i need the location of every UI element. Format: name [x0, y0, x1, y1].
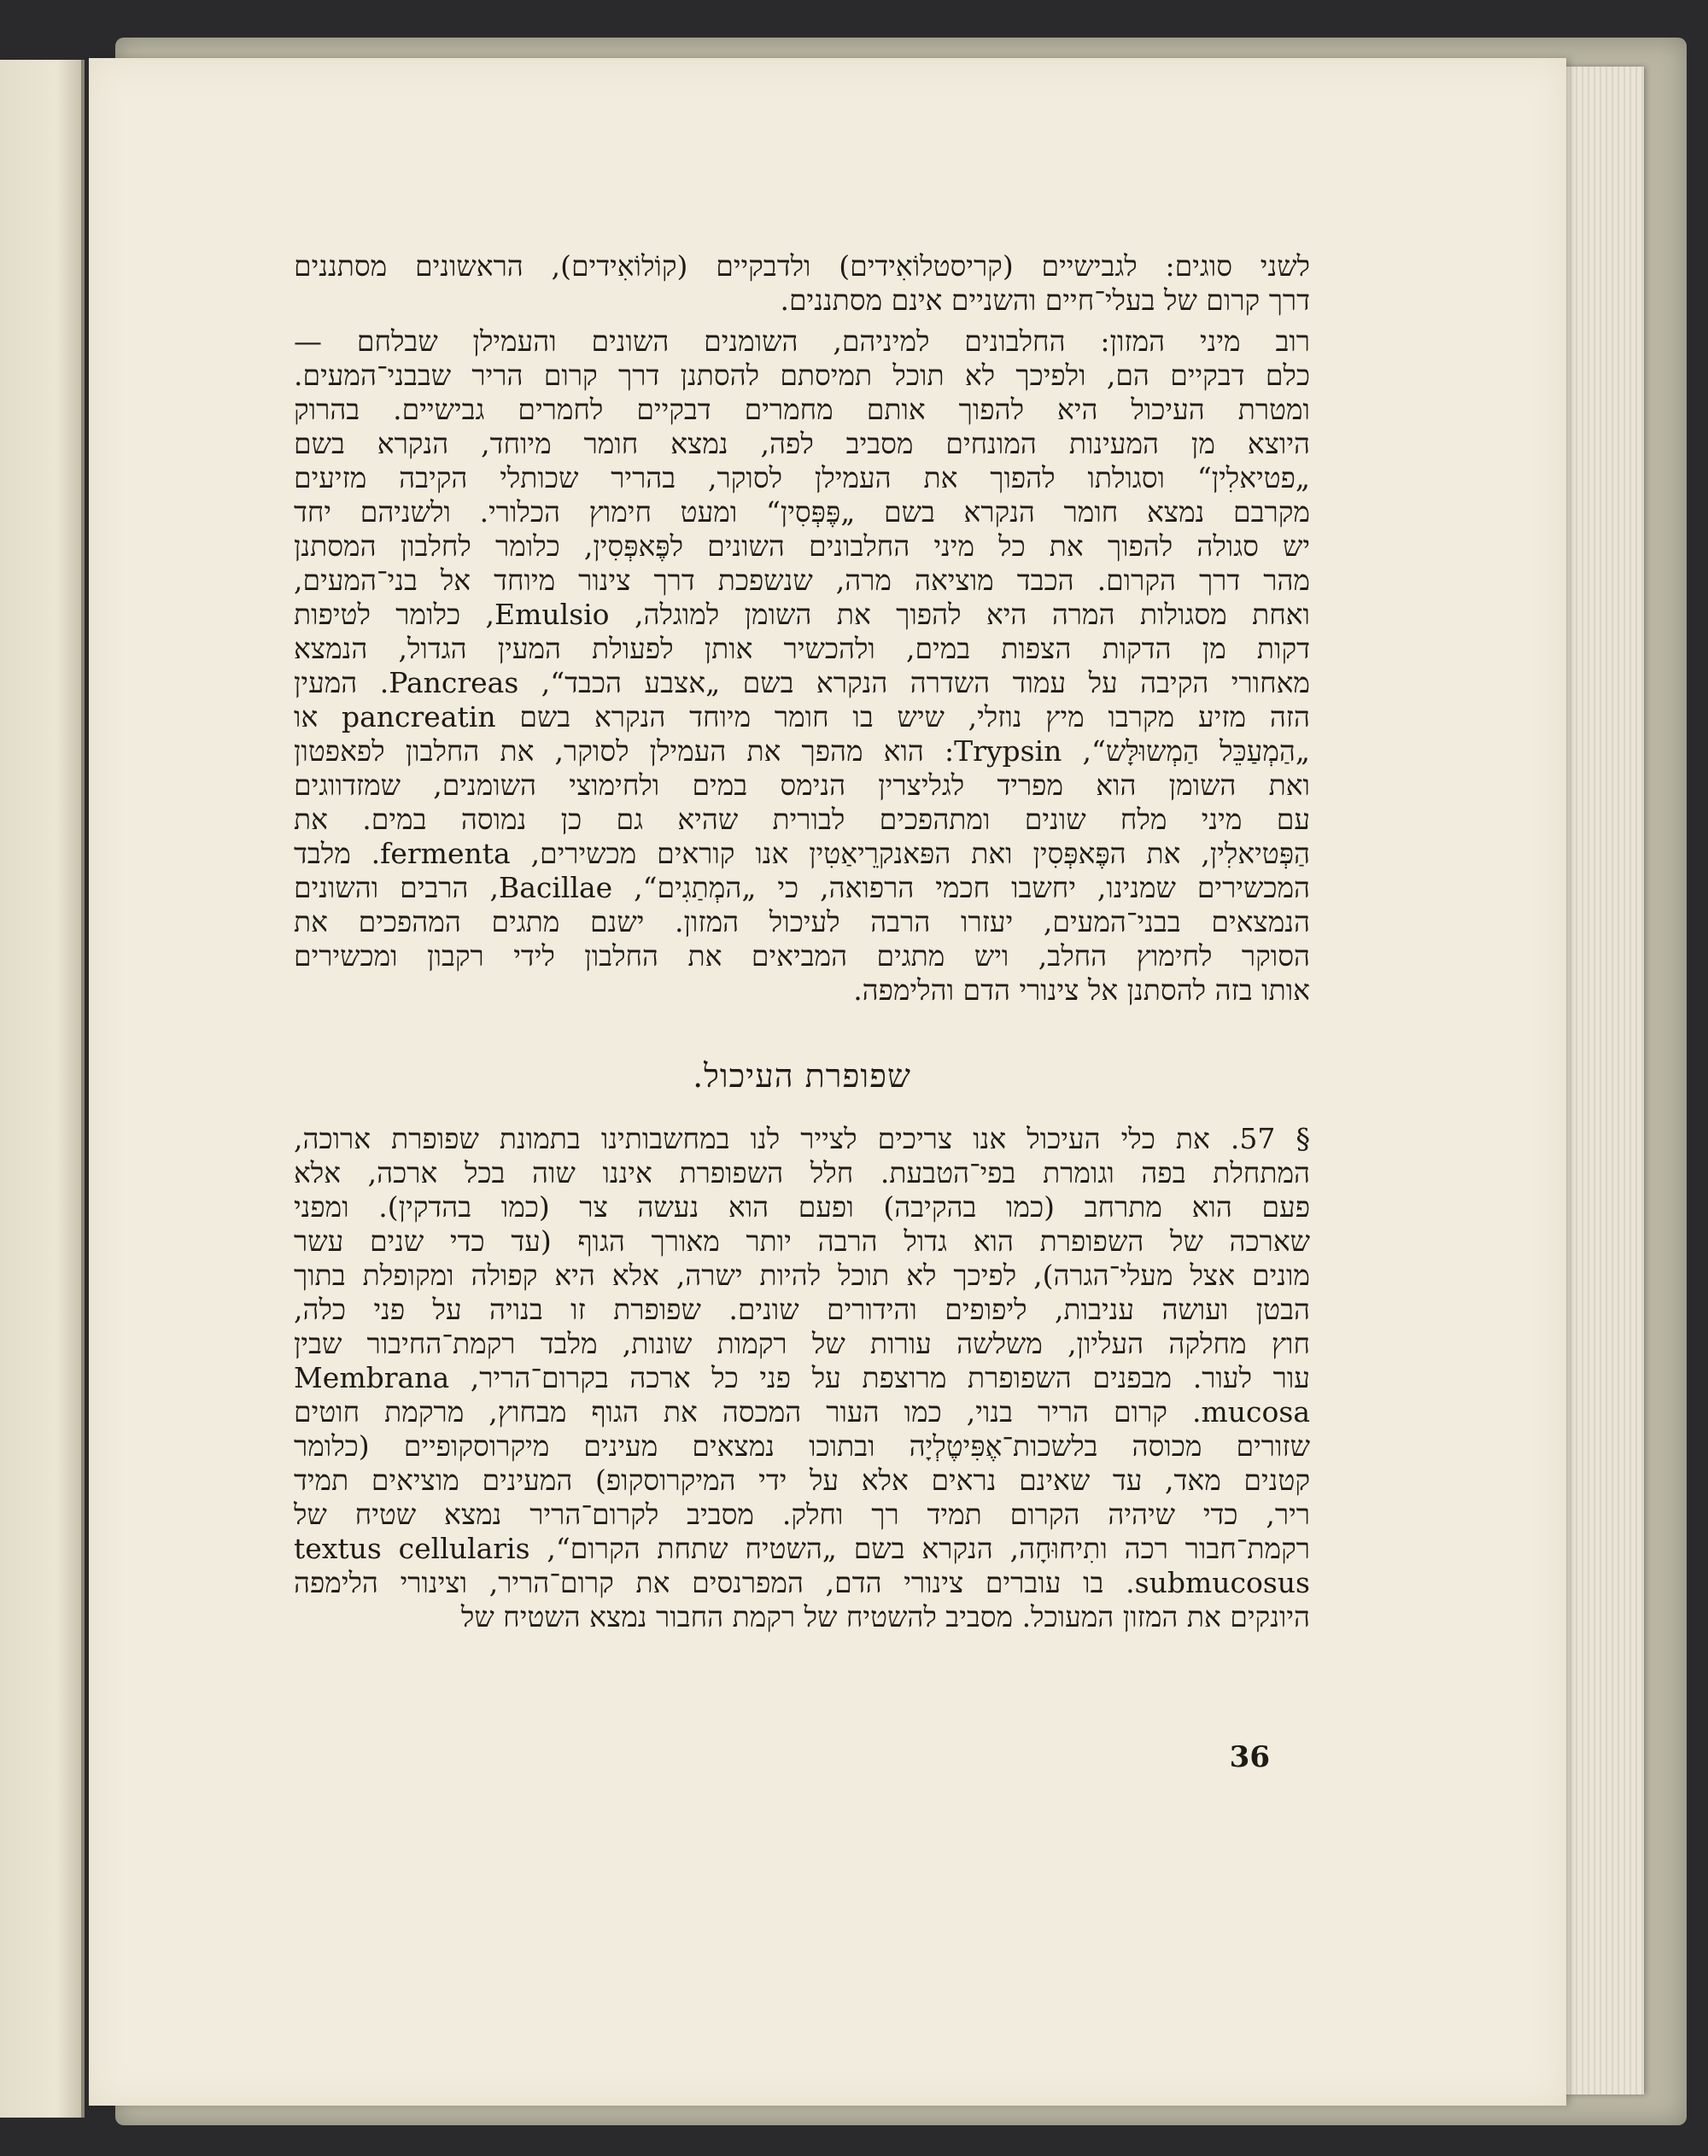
section-heading: שפופרת העיכול.: [693, 1057, 911, 1095]
text-line: mucosa. קרום הריר בנוי, כמו העור המכסה את הגוף מבחוץ, מרקמת חוטים: [294, 1395, 1310, 1429]
text-line: „פטיאלִין“ וסגולתו להפוך את העמילן לסוקר, בהריר שכותלי הקיבה מזיעים: [294, 461, 1310, 494]
text-line: המתחלת בפה וגומרת בפי־הטבעת. חלל השפופרת איננו שוה בכל ארכה, אלא: [294, 1156, 1310, 1189]
text-line: שזורים מכוסה בלשכות־אֶפִּיטֶלְיָה ובתוכו נמצאים מעינים מיקרוסקופיים (כלומר: [294, 1429, 1310, 1463]
text-line: רוב מיני המזון: החלבונים למיניהם, השומנים השונים והעמילן שבלחם —: [294, 324, 1310, 358]
text-line: הזה מזיע מקרבו מיץ נוזלי, שיש בו חומר מיוחד הנקרא בשם pancreatin או: [294, 700, 1310, 733]
text-line: עם מיני מלח שונים ומתהפכים לבורית שהיא גם כן נמוסה במים. את: [294, 803, 1310, 836]
text-line: קטנים מאד, עד שאינם נראים אלא על ידי המיקרוסקופ) המעינים מוציאים תמיד: [294, 1464, 1310, 1497]
text-line: היוצא מן המעינות המונחים מסביב לפה, נמצא חומר מיוחד, הנקרא בשם: [294, 427, 1310, 460]
text-line: רקמת־חבור רכה ותִיחוּחָה, הנקרא בשם „השטיח שתחת הקרום“, textus cellularis: [294, 1532, 1310, 1565]
text-line: הסוקר לחימוץ החלב, ויש מתגים המביאים את החלבון לידי רקבון ומכשירים: [294, 939, 1310, 973]
page-text: [294, 249, 1310, 1634]
text-line: עור לעור. מבפנים השפופרת מרוצפת על פני כל ארכה בקרום־הריר, Membrana: [294, 1361, 1310, 1394]
text-line: § 57. את כלי העיכול אנו צריכים לצייר לנו במחשבותינו בתמונת שפופרת ארוכה,: [294, 1122, 1310, 1155]
text-line: לשני סוגים: לגבישיים (קריסטלוֹאִידים) ולדבקיים (קוֹלוֹאִידים), הראשונים מסתננים: [294, 249, 1310, 283]
text-line: דרך קרום של בעלי־חיים והשניים אינם מסתננים.: [780, 283, 1310, 317]
text-line: אותו בזה להסתנן אל צינורי הדם והלימפה.: [853, 973, 1310, 1007]
text-line: חוץ מחלקה העליון, משלשה עורות של רקמות שונות, מלבד רקמת־החיבור שבין: [294, 1327, 1310, 1360]
text-line: submucosus. בו עוברים צינורי הדם, המפרנסים את קרום־הריר, וצינורי הלימפה: [294, 1566, 1310, 1599]
text-line: הַפְּטיאלִין, את הפֶּאפְּסִין ואת הפּאנקרֵיאַטִין אנו קוראים מכשירים, fermenta. מלבד: [294, 837, 1310, 870]
text-line: מהר דרך הקרום. הכבד מוציאה מרה, שנשפכת דרך צינור מיוחד אל בני־המעים,: [294, 564, 1310, 597]
text-line: ואחת מסגולות המרה היא להפוך את השומן למוגלה, Emulsio, כלומר לטיפות: [294, 598, 1310, 631]
page-number: 36: [1229, 1740, 1270, 1774]
text-line: יש סגולה להפוך את כל מיני החלבונים השונים לפֶּאפְּסִין, כלומר לחלבון המסתנן: [294, 529, 1310, 563]
text-line: „הַמְעַכֵּל הַמְשוּלָּש“, Trypsin: הוא מהפך את העמילן לסוקר, את החלבון לפאפטון: [294, 734, 1310, 768]
text-line: היונקים את המזון המעוכל. מסביב להשטיח של רקמת החבור נמצא השטיח של: [460, 1600, 1310, 1633]
text-line: מקרבם נמצא חומר הנקרא בשם „פֶּפְּסִין“ ומעט חימוץ הכלורי. ולשניהם יחד: [294, 495, 1310, 529]
text-line: דקות מן הדקות הצפות במים, ולהכשיר אותן לפעולת המעין הגדול, הנמצא: [294, 632, 1310, 665]
text-line: הבטן ועושה עניבות, ליפופים והידורים שונים. שפופרת זו בנויה על פני כלה,: [294, 1293, 1310, 1326]
book-page: [89, 58, 1566, 2106]
paragraph-3: [294, 1122, 1310, 1634]
text-line: מאחורי הקיבה על עמוד השדרה הנקרא בשם „אצבע הכבד“, Pancreas. המעין: [294, 666, 1310, 699]
text-line: ואת השומן הוא מפריד לגליצרין הנימס במים ולחימוצי השומנים, שמזדווגים: [294, 768, 1310, 802]
text-line: ריר, כדי שיהיה הקרום תמיד רך וחלק. מסביב לקרום־הריר נמצא שטיח של: [294, 1498, 1310, 1531]
text-line: הנמצאים בבני־המעים, יעזרו הרבה לעיכול המזון. ישנם מתגים המהפכים את: [294, 905, 1310, 938]
text-line: כלם דבקיים הם, ולפיכך לא תוכל תמיסתם להסתנן דרך קרום הריר שבבני־המעים.: [294, 359, 1310, 392]
paragraph-2: [294, 324, 1310, 1008]
text-line: ומטרת העיכול היא להפוך אותם מחמרים דבקיים לחמרים גבישיים. בהרוק: [294, 393, 1310, 426]
text-line: שארכה של השפופרת הוא גדול הרבה יותר מאורך הגוף (עד כדי שנים עשר: [294, 1224, 1310, 1258]
text-line: פעם הוא מתרחב (כמו בהקיבה) ופעם הוא נעשה צר (כמו בהדקין). ומפני: [294, 1190, 1310, 1224]
paragraph-1: [294, 249, 1310, 318]
text-line: מונים אצל מעלי־הגרה), לפיכך לא תוכל להיות ישרה, אלא היא קפולה ומקופלת בתוך: [294, 1259, 1310, 1292]
text-line: המכשירים שמנינו, יחשבו חכמי הרפואה, כי „המְתַגִים“, Bacillae, הרבים והשונים: [294, 871, 1310, 904]
page-stack-edge: [1554, 67, 1644, 2095]
previous-page-edge: [0, 60, 85, 2118]
